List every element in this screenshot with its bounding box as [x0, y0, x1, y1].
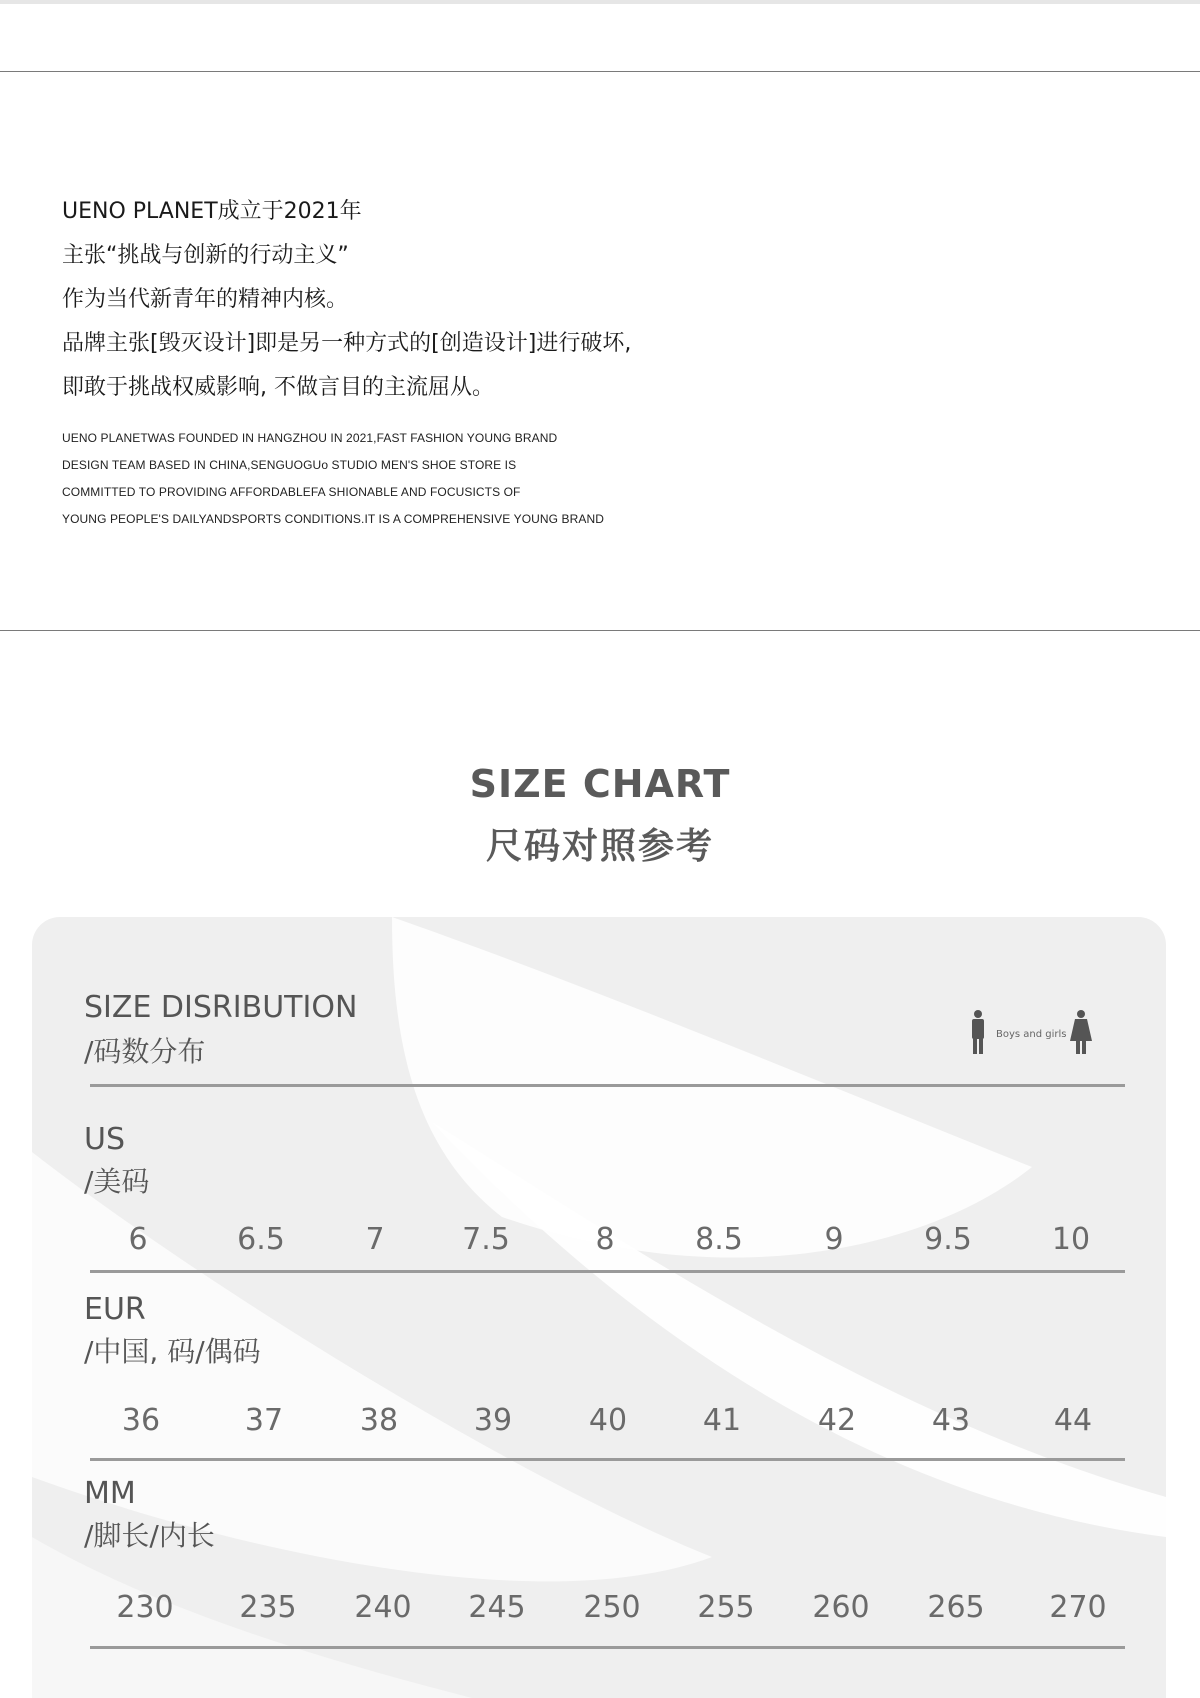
gender-indicator — [966, 1005, 1096, 1065]
mm-size-row — [0, 1590, 1200, 1630]
mm-size-value: 245 — [468, 1590, 526, 1625]
distribution-heading-cn: /码数分布 — [84, 1035, 206, 1068]
brand-intro-en — [62, 425, 962, 533]
intro-en-line: YOUNG PEOPLE'S DAILYANDSPORTS CONDITIONS.IT IS A COMPREHENSIVE YOUNG BRAND — [62, 512, 605, 526]
brand-intro-cn — [62, 190, 962, 410]
eur-size-value: 41 — [702, 1403, 742, 1438]
intro-cn-line: UENO PLANET成立于2021年 — [62, 199, 362, 224]
intro-en-line: COMMITTED TO PROVIDING AFFORDABLEFA SHIONABLE AND FOCUSICTS OF — [62, 485, 521, 499]
mm-size-value: 240 — [354, 1590, 412, 1625]
divider-middle — [0, 630, 1200, 631]
gender-label: Boys and girls — [996, 1029, 1067, 1040]
us-rule — [90, 1270, 1125, 1273]
eur-size-value: 38 — [359, 1403, 399, 1438]
us-size-value: 10 — [1051, 1222, 1091, 1257]
eur-size-value: 37 — [244, 1403, 284, 1438]
eur-size-value: 43 — [931, 1403, 971, 1438]
mm-size-value: 265 — [927, 1590, 985, 1625]
mm-size-value: 250 — [583, 1590, 641, 1625]
eur-rule — [90, 1458, 1125, 1461]
eur-size-value: 42 — [817, 1403, 857, 1438]
header-rule — [90, 1084, 1125, 1087]
distribution-heading: SIZE DISRIBUTION — [84, 990, 358, 1025]
eur-size-value: 36 — [121, 1403, 161, 1438]
us-size-value: 8.5 — [695, 1222, 743, 1257]
mm-rule — [90, 1646, 1125, 1649]
eur-size-row — [0, 1403, 1200, 1443]
us-size-value: 7.5 — [462, 1222, 510, 1257]
us-size-row — [0, 1222, 1200, 1262]
us-size-value: 9 — [824, 1222, 844, 1257]
intro-en-line: UENO PLANETWAS FOUNDED IN HANGZHOU IN 2021,FAST FASHION YOUNG BRAND — [62, 431, 558, 445]
size-chart-title-cn: 尺码对照参考 — [485, 826, 714, 867]
top-band — [0, 0, 1200, 4]
us-size-value: 6.5 — [237, 1222, 285, 1257]
eur-size-value: 39 — [473, 1403, 513, 1438]
us-size-value: 6 — [128, 1222, 148, 1257]
us-size-value: 9.5 — [924, 1222, 972, 1257]
mm-size-value: 255 — [697, 1590, 755, 1625]
intro-cn-line: 主张“挑战与创新的行动主义” — [62, 243, 349, 268]
us-label: US — [84, 1122, 126, 1157]
mm-size-value: 260 — [812, 1590, 870, 1625]
us-size-value: 8 — [595, 1222, 615, 1257]
divider-top — [0, 71, 1200, 72]
intro-cn-line: 作为当代新青年的精神内核。 — [62, 287, 349, 312]
mm-size-value: 230 — [116, 1590, 174, 1625]
eur-size-value: 44 — [1053, 1403, 1093, 1438]
intro-cn-line: 即敢于挑战权威影响, 不做言目的主流屈从。 — [62, 375, 494, 400]
eur-label-cn: /中国, 码/偶码 — [84, 1335, 261, 1368]
girl-icon — [1070, 1010, 1092, 1054]
us-size-value: 7 — [365, 1222, 385, 1257]
intro-en-line: DESIGN TEAM BASED IN CHINA,SENGUOGUo STUDIO MEN'S SHOE STORE IS — [62, 458, 517, 472]
mm-size-value: 270 — [1049, 1590, 1107, 1625]
boy-icon — [972, 1010, 984, 1054]
us-label-cn: /美码 — [84, 1165, 150, 1198]
size-chart-title: SIZE CHART — [469, 762, 731, 806]
mm-label: MM — [84, 1476, 136, 1511]
eur-label: EUR — [84, 1292, 146, 1327]
mm-size-value: 235 — [239, 1590, 297, 1625]
mm-label-cn: /脚长/内长 — [84, 1519, 215, 1552]
eur-size-value: 40 — [588, 1403, 628, 1438]
intro-cn-line: 品牌主张[毁灭设计]即是另一种方式的[创造设计]进行破坏, — [62, 331, 632, 356]
